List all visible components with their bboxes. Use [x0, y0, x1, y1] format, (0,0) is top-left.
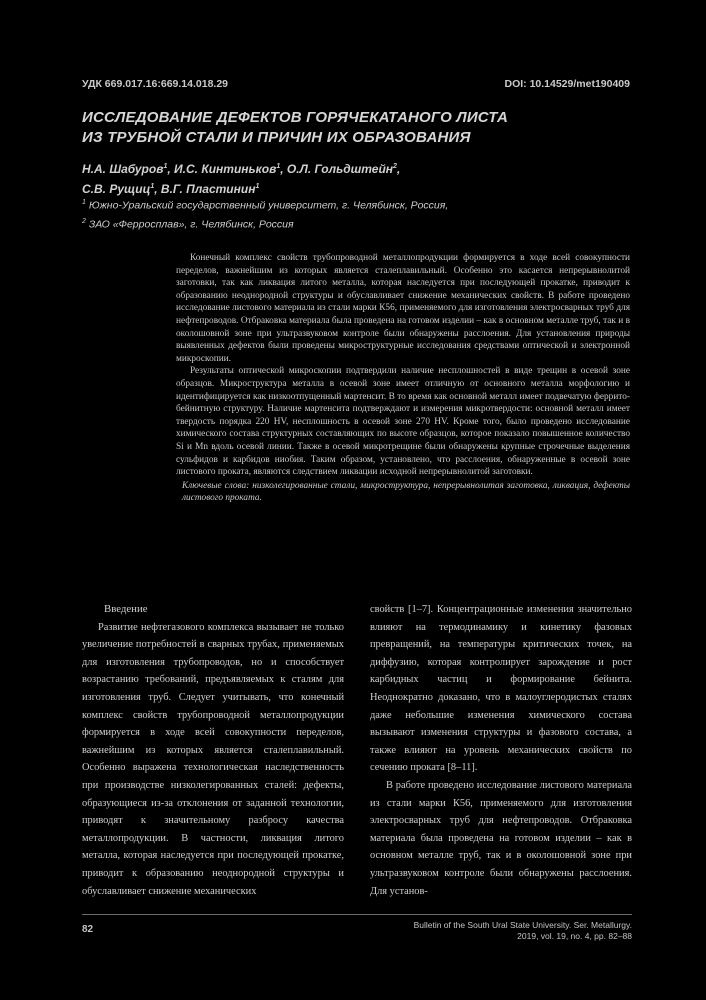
affil-number: 2	[82, 217, 86, 225]
journal-line-1: Bulletin of the South Ural State University. Ser. Metallurgy.	[413, 920, 632, 930]
author-affil-mark: 1	[163, 163, 168, 170]
author-list	[82, 158, 642, 198]
doi-link[interactable]: DOI: 10.14529/met190409	[504, 78, 630, 90]
author-line-1: Н.А. Шабуров$^1$, И.С. Кинтиньков$^1$, О.Л. Гольдштейн$^2$,	[82, 162, 401, 176]
abstract	[176, 252, 630, 505]
page-number: 82	[82, 924, 94, 935]
body-paragraph: В работе проведено исследование листового материала из стали марки К56, применяемого для изготовления электросварных труб для нефтепроводов. Отбраковка материала была проведена на готовом изделии – как в основном металле труб, так и в околошовной зоне при ультразвуковом контроле были обнаружены расслоения. Для установ-	[370, 779, 632, 897]
body-column-left	[82, 601, 344, 900]
affil-text: Южно-Уральский государственный университет, г. Челябинск, Россия,	[88, 199, 449, 212]
affil-text: ЗАО «Ферросплав», г. Челябинск, Россия	[88, 218, 294, 230]
keywords-label: Ключевые слова:	[182, 480, 250, 491]
author-affil-mark: 2	[393, 163, 397, 170]
author-name: В.Г. Пластинин	[160, 182, 256, 196]
udk-code: УДК 669.017.16:669.14.018.29	[82, 78, 229, 90]
section-heading: Введение	[104, 603, 148, 615]
abstract-paragraph-2: Результаты оптической микроскопии подтвердили наличие несплошностей в виде трещин в осевой зоне образцов. Микроструктура металла в осевой зоне имеет отличную от основного металла морфологию и идентифицируется как низкоотпущенный мартенсит. В то время как основной металл имеет подвечатую феррито-бейнитную структуру. Наличие мартенсита подтверждают и измерения микротвердости: основной металл имеет твердость порядка 220 HV, несплошность в осевой зоне 270 HV. Кроме того, было проведено исследование химического состава структурных составляющих по высоте образцов, которое показало повышенное количество Si и Mn вдоль осевой линии. Также в осевой микротрещине были обнаружены крупные строчечные выделения сульфидов и карбидов ниобия. Таким образом, установлено, что расслоения, обнаруженные в осевой зоне листового проката, являются следствием ликвации исходной непрерывнолитой заготовки.	[176, 366, 630, 478]
keywords	[176, 480, 630, 505]
journal-line-2: 2019, vol. 19, no. 4, pp. 82–88	[517, 931, 632, 941]
title-line-2: ИЗ ТРУБНОЙ СТАЛИ И ПРИЧИН ИХ ОБРАЗОВАНИЯ	[82, 129, 471, 146]
affiliation-2	[82, 214, 642, 233]
footer-rule	[82, 914, 632, 915]
author-name: Н.А. Шабуров	[82, 162, 164, 176]
affil-number: 1	[82, 199, 86, 206]
body-column-right	[370, 601, 632, 900]
author-name: О.Л. Гольдштейн	[286, 162, 394, 176]
body-paragraph: свойств [1–7]. Концентрационные изменения значительно влияют на термодинамику и кинетику фазовых превращений, на температуры критических точек, на диффузию, которая контролирует зарождение и рост карбидных частиц и формирование бейнита. Неоднократно доказано, что в малоуглеродистых сталях даже небольшие изменения химического состава вызывают изменения структуры и фазового состава, а также влияют на уровень механических свойств по сечению проката [8–11].	[370, 604, 632, 774]
keywords-text: низколегированные стали, микроструктура, непрерывнолитая заготовка, ликвация, дефекты листового проката.	[182, 480, 630, 504]
title-line-1: ИССЛЕДОВАНИЕ ДЕФЕКТОВ ГОРЯЧЕКАТАНОГО ЛИСТА	[82, 109, 509, 126]
author-line-2: С.В. Рущиц$^1$, В.Г. Пластинин$^1$	[82, 182, 260, 196]
author-name: С.В. Рущиц	[82, 182, 151, 196]
author-affil-mark: 1	[150, 183, 155, 190]
body-paragraph: Развитие нефтегазового комплекса вызывает не только увеличение потребностей в сварных трубах, применяемых для изготовления трубопроводов, но и способствует возрастанию требований, предъявляемых к сталям для изготовления труб. Следует учитывать, что конечный комплекс свойств трубопроводной металлопродукции формируется в ходе всей совокупности переделов, важнейшим из которых является сталеплавильный. Особенно выражена технологическая наследственность при производстве низколегированных сталей: дефекты, образующиеся из-за отклонения от заданной технологии, приводят к значительному разбросу качества металлопродукции. В частности, ликвация литого металла, которая наследуется при последующей прокатке, приводит к образованию неоднородной структуры и обуславливает снижение механических	[82, 621, 344, 897]
affiliation-1	[82, 195, 642, 214]
affiliations	[82, 195, 642, 232]
author-affil-mark: 1	[255, 183, 260, 190]
article-title	[82, 108, 642, 148]
journal-citation	[370, 920, 632, 942]
author-affil-mark: 1	[276, 163, 281, 170]
abstract-paragraph-1: Конечный комплекс свойств трубопроводной металлопродукции формируется в ходе всей совокупности переделов, важнейшим из которых является сталеплавильный. Особенно это касается непрерывнолитой заготовки, так как ликвация литого металла, которая наследуется при последующей прокатке, приводит к образованию неоднородной структуры и обуславливает снижение механических свойств. В работе проведено исследование листового материала из стали марки К56, применяемого для изготовления электросварных труб для нефтепроводов. Отбраковка материала была проведена на готовом изделии – как в основном металле труб, так и в околошовной зоне при ультразвуковом контроле были обнаружены расслоения. Для установления природы выявленных дефектов были проведены микроструктурные исследования средствами оптической и электронной микроскопии.	[176, 253, 630, 364]
author-name: И.С. Кинтиньков	[174, 162, 277, 176]
